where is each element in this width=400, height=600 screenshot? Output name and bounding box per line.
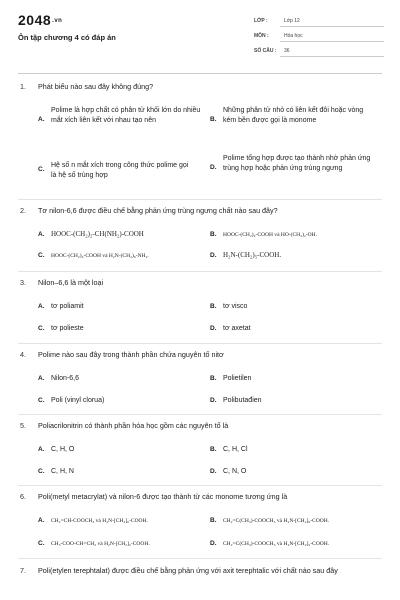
option-letter: D. (210, 468, 217, 475)
logo-text: 2048 (18, 12, 52, 28)
meta-socau (254, 48, 384, 54)
option-text: Polibutađien (223, 397, 262, 404)
meta-lop-value: Lớp 12 (284, 18, 300, 24)
question-text: Nilon–6,6 là một loại (38, 278, 104, 287)
question-text: Poli(metyl metacrylat) và nilon-6 được tạo thành từ các monome tương ứng là (38, 492, 288, 501)
option-text: Polietilen (223, 375, 252, 382)
question-number: 6. (20, 492, 26, 501)
option-letter: C. (38, 540, 45, 547)
question-number: 3. (20, 278, 26, 287)
meta-lop-label: LỚP : (254, 18, 268, 24)
option-text: CH₃-COO-CH=CH₂ và H₂N-[CH₂]₅-COOH. (51, 541, 150, 547)
option-text: HOOC-(CH₂)₄-COOH và H₂N-(CH₂)₆-NH₂. (51, 253, 149, 259)
option-letter: B. (210, 303, 217, 310)
question-text: Poli(etylen terephtalat) được điều chế bằng phản ứng với axit terephtalic với chất nào sau đây (38, 566, 338, 575)
question-number: 2. (20, 206, 26, 215)
option-text: CH₂=C(CH₃)-COOCH₃ và H₂N-[CH₂]₅-COOH. (223, 541, 330, 547)
question-separator (18, 558, 382, 559)
question-6 (20, 492, 386, 554)
option-text: Nilon-6,6 (51, 375, 80, 382)
question-text: Phát biểu nào sau đây không đúng? (38, 82, 154, 91)
meta-socau-label: SỐ CÂU : (254, 48, 277, 54)
meta-socau-value: 36 (284, 48, 290, 54)
option-letter: B. (210, 517, 217, 524)
question-7 (20, 566, 386, 596)
option-letter: C. (38, 325, 45, 332)
option-letter: B. (210, 231, 217, 238)
option-letter: B. (210, 116, 217, 123)
option-text: H₂N-(CH₂)₅-COOH. (223, 251, 282, 259)
option-text: tơ axetat (223, 325, 251, 332)
option-text: Những phân tử nhỏ có liên kết đôi hoặc vòng kém bền được gọi là monome (223, 107, 364, 124)
option-text: HOOC-(CH₂)₂-CH(NH₂)-COOH (51, 230, 144, 238)
option-text: tơ polieste (51, 325, 84, 332)
question-text: Polime nào sau đây trong thành phần chứa nguyên tố nitơ (38, 350, 224, 359)
option-letter: A. (38, 303, 45, 310)
option-letter: C. (38, 397, 45, 404)
question-separator (18, 485, 382, 486)
option-letter: D. (210, 164, 217, 171)
option-letter: B. (210, 375, 217, 382)
option-letter: A. (38, 517, 45, 524)
question-number: 5. (20, 421, 26, 430)
question-separator (18, 343, 382, 344)
option-text: tơ poliamit (51, 303, 84, 310)
meta-mon-label: MÔN : (254, 33, 269, 39)
option-letter: D. (210, 252, 217, 259)
page-header (0, 0, 400, 78)
meta-mon (254, 33, 384, 39)
question-text: Poliacrilonitrin có thành phần hóa học gồm các nguyên tố là (38, 421, 229, 430)
option-letter: C. (38, 468, 45, 475)
option-text: CH₂=C(CH₃)-COOCH₃ và H₂N-[CH₂]₆-COOH. (223, 518, 330, 524)
question-separator (18, 199, 382, 200)
question-text: Tơ nilon-6,6 được điều chế bằng phản ứng trùng ngưng chất nào sau đây? (38, 206, 278, 215)
meta-lop (254, 18, 384, 24)
question-5 (20, 421, 386, 481)
logo-suffix: .vn (52, 18, 63, 25)
option-letter: D. (210, 325, 217, 332)
option-letter: D. (210, 540, 217, 547)
question-separator (18, 414, 382, 415)
option-letter: B. (210, 446, 217, 453)
option-text: CH₂=CH-COOCH₃ và H₂N-[CH₂]₆-COOH. (51, 518, 148, 524)
question-number: 4. (20, 350, 26, 359)
option-letter: C. (38, 166, 45, 173)
page-title: Ôn tập chương 4 có đáp án (18, 33, 116, 42)
option-letter: D. (210, 397, 217, 404)
question-number: 7. (20, 566, 26, 575)
option-text: C, H, N (51, 468, 74, 475)
option-letter: A. (38, 446, 45, 453)
option-text: HOOC-(CH₂)₄-COOH và HO-(CH₂)₂-OH. (223, 232, 317, 238)
option-text: Hệ số n mắt xích trong công thức polime gọi là hệ số trùng hợp (51, 162, 189, 179)
option-text: C, N, O (223, 468, 247, 475)
question-4 (20, 350, 386, 410)
option-text: Polime là hợp chất có phân tử khối lớn do nhiều mắt xích liên kết với nhau tạo nên (51, 107, 201, 124)
question-number: 1. (20, 82, 26, 91)
option-text: C, H, Cl (223, 446, 248, 453)
meta-mon-value: Hóa học (284, 33, 303, 39)
site-logo[interactable] (18, 12, 62, 28)
option-letter: C. (38, 252, 45, 259)
option-text: C, H, O (51, 446, 75, 453)
question-1 (20, 82, 386, 192)
option-text: Polime tổng hợp được tạo thành nhờ phản ứng trùng hợp hoặc phản ứng trùng ngưng (223, 155, 371, 172)
question-2 (20, 206, 386, 266)
question-separator (18, 271, 382, 272)
question-3 (20, 278, 386, 338)
option-letter: A. (38, 231, 45, 238)
option-text: Poli (vinyl clorua) (51, 397, 105, 404)
option-letter: A. (38, 116, 45, 123)
header-divider (18, 73, 382, 74)
option-letter: A. (38, 375, 45, 382)
option-text: tơ visco (223, 303, 248, 310)
